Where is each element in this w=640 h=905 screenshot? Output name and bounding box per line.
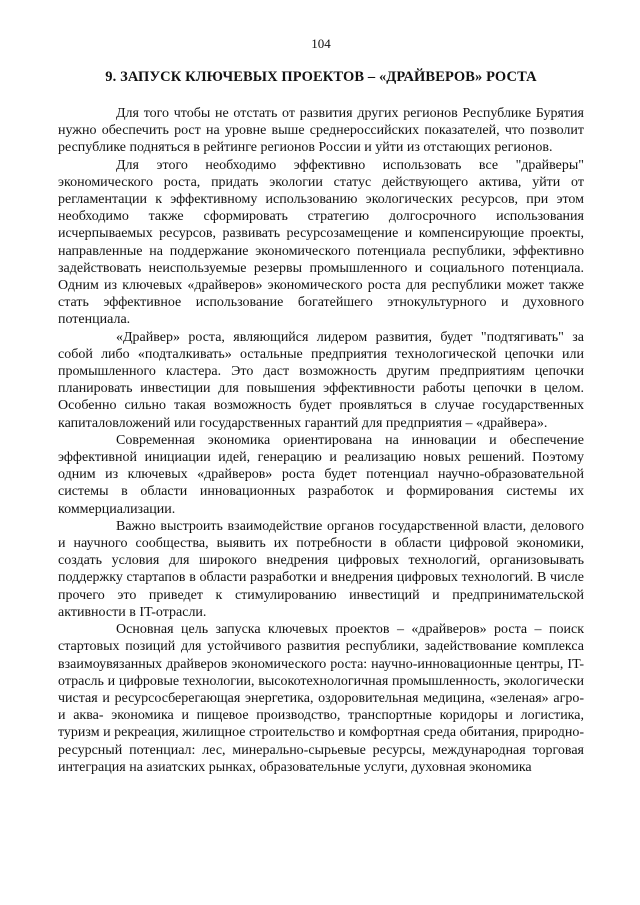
section-heading: 9. ЗАПУСК КЛЮЧЕВЫХ ПРОЕКТОВ – «ДРАЙВЕРОВ» РОСТА xyxy=(105,69,537,85)
paragraph-6: Основная цель запуска ключевых проектов – «драйверов» роста – поиск стартовых позиций для устойчивого развития республики, задействование комплекса взаимоувязанных драйверов экономического роста: научно-инновационные центры, IT-отрасль и цифровые технологии, высокотехнологичная промышленность, экологически чистая и ресурсосберегающая энергетика, оздоровительная медицина, «зеленая» агро- и аква- экономика и пищевое производство, транспортные коридоры и логистика, туризм и рекреация, жилищное строительство и комфортная среда обитания, природно-ресурсный потенциал: лес, минерально-сырьевые ресурсы, международная торговая интеграция на азиатских рынках, образовательные услуги, духовная экономика xyxy=(58,622,584,775)
paragraph-4: Современная экономика ориентирована на инновации и обеспечение эффективной инициации идей, генерацию и реализацию новых решений. Поэтому одним из ключевых «драйверов» роста будет потенциал научно-образовательной системы в области инновационных разработок и формирования системы их коммерциализации. xyxy=(58,432,584,517)
paragraph-1: Для того чтобы не отстать от развития других регионов Республике Бурятия нужно обеспечить рост на уровне выше среднероссийских показателей, что позволит республике подняться в рейтинге регионов России и уйти из отстающих регионов. xyxy=(58,106,584,156)
paragraph-5: Важно выстроить взаимодействие органов государственной власти, делового и научного сообщества, выявить их потребности в области цифровой экономики, создать условия для широкого внедрения цифровых технологий, организовывать поддержку стартапов в области разработки и внедрения цифровых технологий. В числе прочего это приведет к стимулированию инвестиций и предпринимательской активности в IT-отрасли. xyxy=(58,518,584,620)
paragraph-3: «Драйвер» роста, являющийся лидером развития, будет "подтягивать" за собой либо «подталкивать» остальные предприятия технологической цепочки или промышленного кластера. Это даст возможность другим предприятиям цепочки планировать инвестиции для повышения эффективности работы цепочки в целом. Особенно сильно такая возможность будет проявляться в случае государственных капиталовложений или государственных гарантий для предприятия – «драйвера». xyxy=(58,329,584,431)
page-number: 104 xyxy=(311,36,331,51)
paragraph-2: Для этого необходимо эффективно использовать все "драйверы" экономического роста, придать экологии статус действующего актива, уйти от регламентации к эффективному использованию экологических ресурсов, при этом необходимо также сформировать стратегию долгосрочного использования исчерпываемых ресурсов, развивать ресурсозамещение и компенсирующие проекты, направленные на поддержание экономического потенциала республики, эффективно задействовать неиспользуемые резервы промышленного и социального потенциала. Одним из ключевых «драйверов» экономического роста для республики может также стать эффективное использование богатейшего этнокультурного и духовного потенциала. xyxy=(58,157,584,328)
